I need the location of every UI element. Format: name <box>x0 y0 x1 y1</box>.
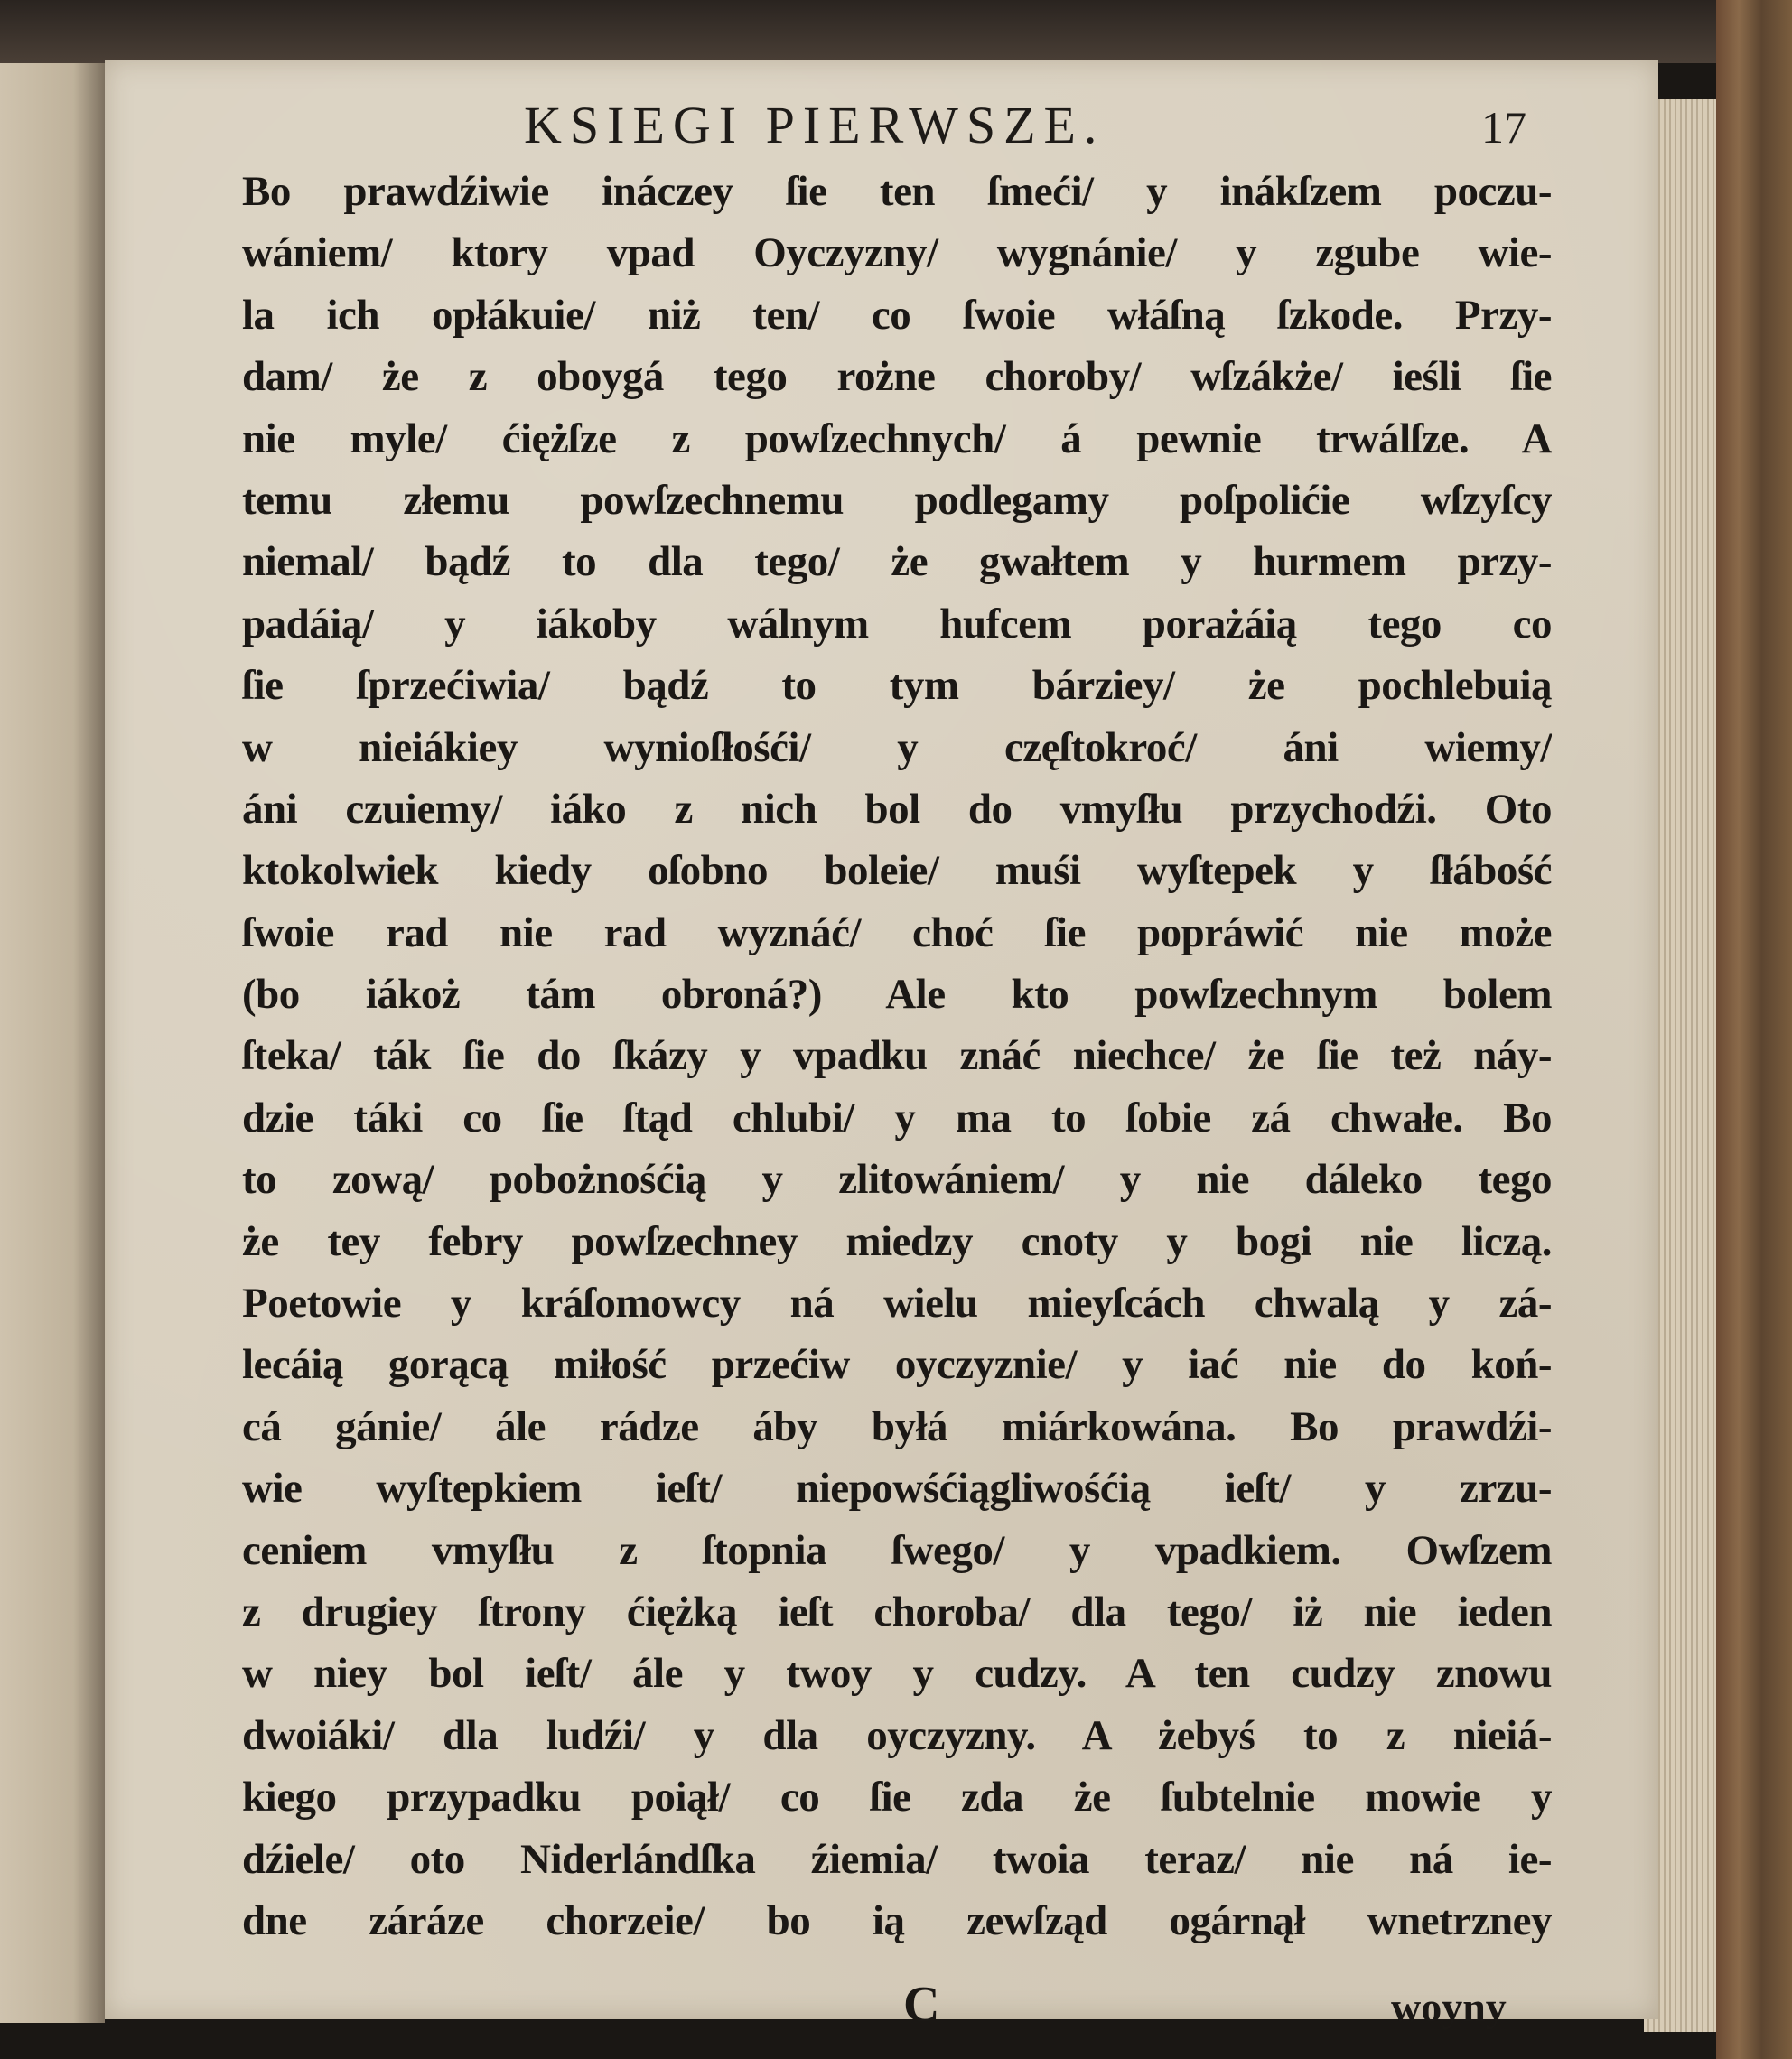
text-line: ktokolwiek kiedy oſobno boleie/ muśi wyſtepek y ſłábość <box>242 847 1552 895</box>
text-line: ſwoie rad nie rad wyznáć/ choć ſie popráwić nie może <box>242 908 1552 956</box>
text-line: w nieiákiey wynioſłośći/ y częſtokroć/ áni wiemy/ <box>242 723 1552 771</box>
text-line: ſie ſprzećiwia/ bądź to tym bárziey/ że pochlebuią <box>242 662 1552 710</box>
text-line: (bo iákoż tám obroná?) Ale kto powſzechnym bolem <box>242 971 1552 1019</box>
text-line: áni czuiemy/ iáko z nich bol do vmyſłu przychodźi. Oto <box>242 785 1552 833</box>
text-line: z drugiey ſtrony ćiężką ieſt choroba/ dla tego/ iż nie ieden <box>242 1588 1552 1635</box>
text-line: że tey febry powſzechney miedzy cnoty y bogi nie liczą. <box>242 1217 1552 1265</box>
text-line: dwoiáki/ dla ludźi/ y dla oyczyzny. A żebyś to z nieiá- <box>242 1711 1552 1759</box>
text-line: Bo prawdźiwie ináczey ſie ten ſmeći/ y inákſzem poczu- <box>242 168 1552 215</box>
text-line: wie wyſtepkiem ieſt/ niepowśćiągliwośćią ieſt/ y zrzu- <box>242 1465 1552 1513</box>
text-line: kiego przypadku poiął/ co ſie zda że ſubtelnie mowie y <box>242 1774 1552 1821</box>
text-line: nie myle/ ćiężſze z powſzechnych/ á pewnie trwálſze. A <box>242 415 1552 462</box>
text-line: dzie táki co ſie ſtąd chlubi/ y ma to ſobie zá chwałe. Bo <box>242 1094 1552 1141</box>
catchword: woyny <box>1391 1984 1507 2030</box>
text-line: ſteka/ ták ſie do ſkázy y vpadku znáć niechce/ że ſie też náy- <box>242 1032 1552 1080</box>
running-head: KSIEGI PIERWSZE. <box>524 96 1106 154</box>
text-line: ceniem vmyſłu z ſtopnia ſwego/ y vpadkiem. Owſzem <box>242 1526 1552 1574</box>
page-number: 17 <box>1481 102 1526 153</box>
text-line: la ich opłákuie/ niż ten/ co ſwoie włáſną ſzkode. Przy- <box>242 291 1552 339</box>
text-line: padáią/ y iákoby wálnym hufcem porażáią tego co <box>242 600 1552 648</box>
text-line: niemal/ bądź to dla tego/ że gwałtem y hurmem przy- <box>242 538 1552 586</box>
signature-mark: C <box>903 1977 940 2033</box>
text-line: to zową/ pobożnośćią y zlitowániem/ y nie dáleko tego <box>242 1156 1552 1204</box>
text-line: wániem/ ktory vpad Oyczyzny/ wygnánie/ y zgube wie- <box>242 229 1552 277</box>
book-cover-edge <box>1716 0 1792 2059</box>
text-line: dne záráze chorzeie/ bo ią zewſząd ogárnął wnetrzney <box>242 1896 1552 1944</box>
body-text <box>242 161 1552 1952</box>
text-line: dam/ że z oboygá tego rożne choroby/ wſzákże/ ieśli ſie <box>242 353 1552 401</box>
text-line: lecáią gorącą miłość przećiw oyczyznie/ y iać nie do koń- <box>242 1341 1552 1389</box>
text-line: w niey bol ieſt/ ále y twoy y cudzy. A ten cudzy znowu <box>242 1650 1552 1698</box>
text-line: dźiele/ oto Niderlándſka źiemia/ twoia teraz/ nie ná ie- <box>242 1835 1552 1883</box>
left-page-margin <box>0 63 105 2023</box>
text-line: temu złemu powſzechnemu podlegamy poſpolićie wſzyſcy <box>242 476 1552 524</box>
book-cover-top <box>0 0 1792 63</box>
text-line: cá gánie/ ále rádze áby byłá miárkowána. Bo prawdźi- <box>242 1402 1552 1450</box>
text-line: Poetowie y kráſomowcy ná wielu mieyſcách chwalą y zá- <box>242 1280 1552 1328</box>
